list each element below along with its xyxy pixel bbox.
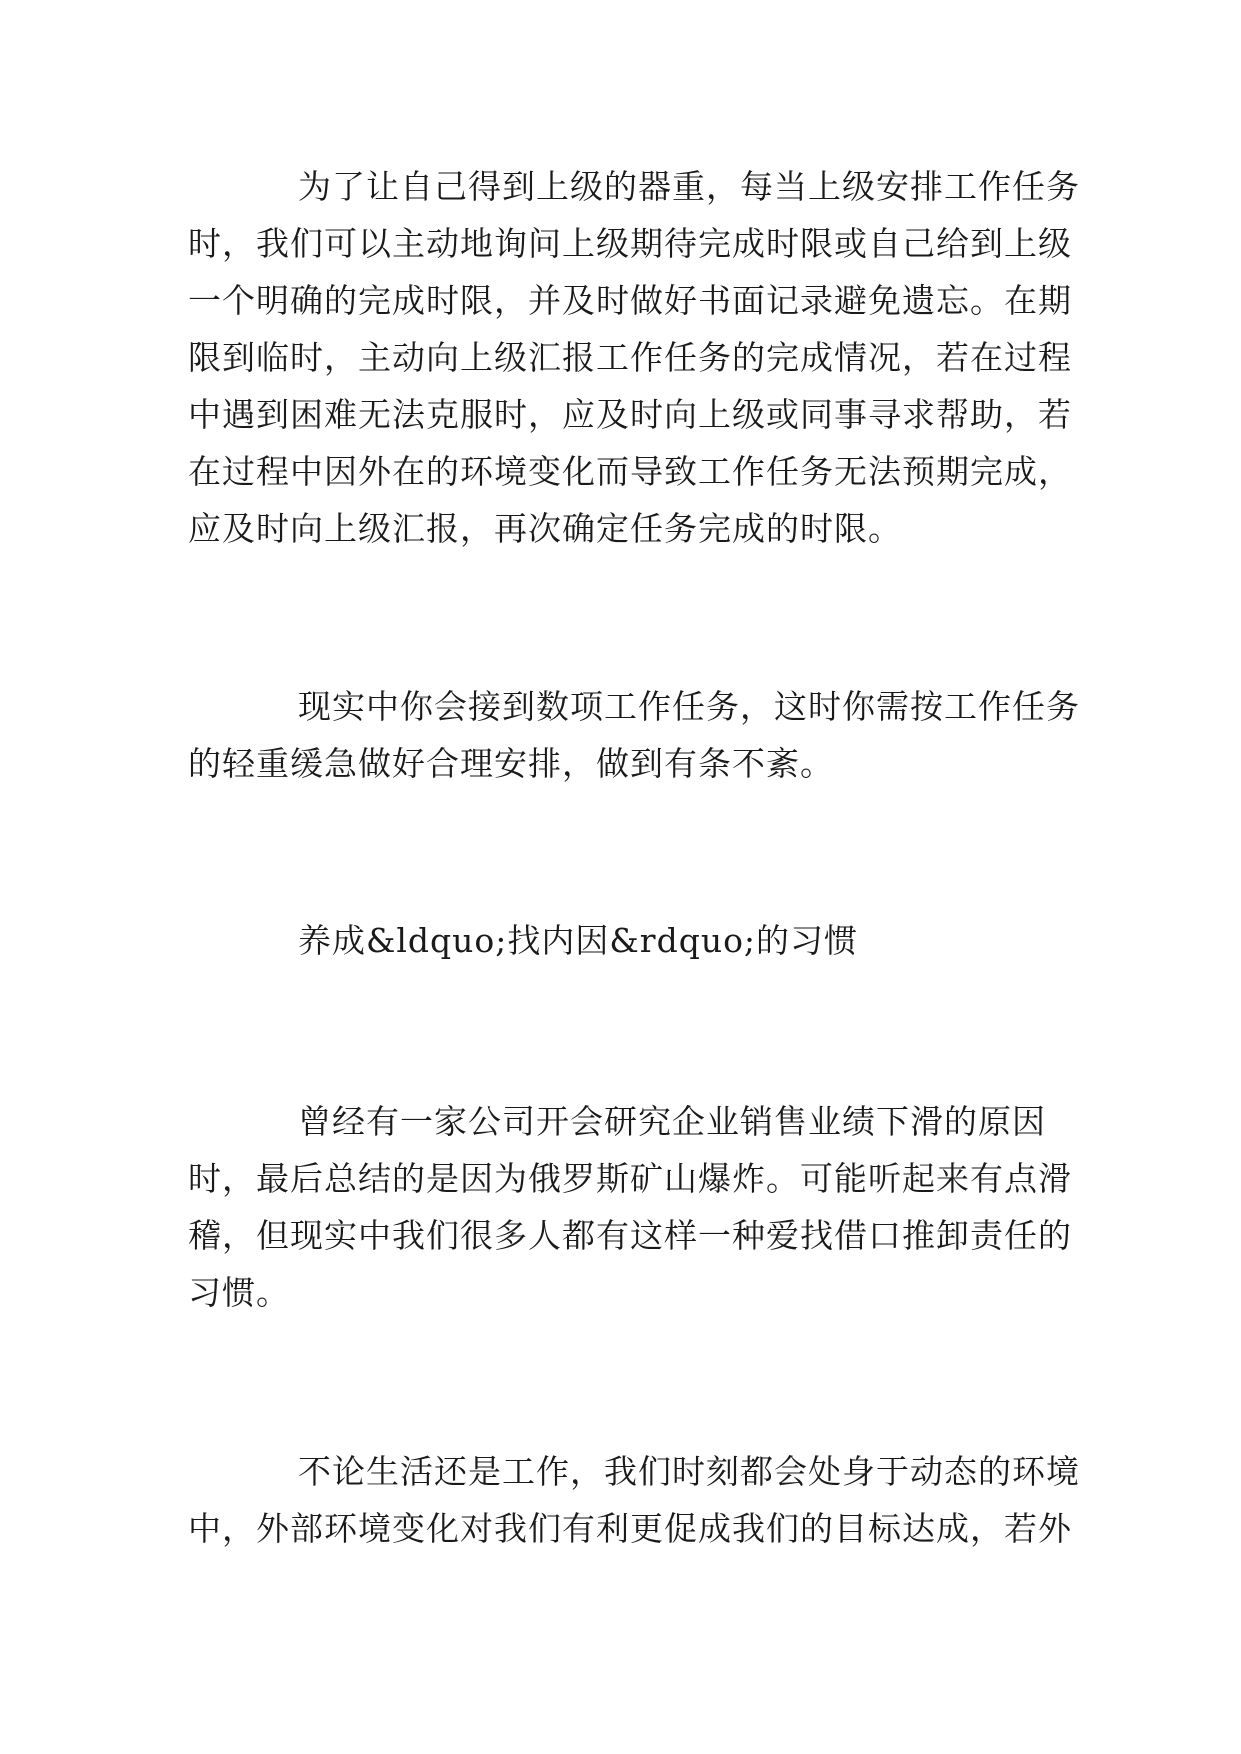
paragraph-dynamic-environment — [188, 1443, 1080, 1557]
paragraph-line: 应及时向上级汇报，再次确定任务完成的时限。 — [188, 509, 902, 548]
paragraph-line: 曾经有一家公司开会研究企业销售业绩下滑的原因 — [298, 1102, 1046, 1141]
paragraph-line: 时，最后总结的是因为俄罗斯矿山爆炸。可能听起来有点滑 — [188, 1159, 1072, 1198]
paragraph-line: 不论生活还是工作，我们时刻都会处身于动态的环境 — [298, 1452, 1080, 1491]
paragraph-line: 一个明确的完成时限，并及时做好书面记录避免遗忘。在期 — [188, 281, 1072, 320]
section-heading — [188, 912, 1048, 969]
paragraph-line: 的轻重缓急做好合理安排，做到有条不紊。 — [188, 744, 834, 783]
paragraph-prioritize-tasks — [188, 678, 1080, 792]
paragraph-report-deadline — [188, 158, 1080, 557]
paragraph-line: 时，我们可以主动地询问上级期待完成时限或自己给到上级 — [188, 224, 1072, 263]
paragraph-line: 习惯。 — [188, 1273, 290, 1312]
paragraph-line: 中，外部环境变化对我们有利更促成我们的目标达成，若外 — [188, 1509, 1072, 1548]
paragraph-line: 限到临时，主动向上级汇报工作任务的完成情况，若在过程 — [188, 338, 1072, 377]
paragraph-line: 现实中你会接到数项工作任务，这时你需按工作任务 — [298, 687, 1080, 726]
paragraph-excuse-example — [188, 1093, 1072, 1321]
paragraph-line: 中遇到困难无法克服时，应及时向上级或同事寻求帮助，若 — [188, 395, 1072, 434]
paragraph-line: 为了让自己得到上级的器重，每当上级安排工作任务 — [298, 167, 1080, 206]
paragraph-line: 在过程中因外在的环境变化而导致工作任务无法预期完成， — [188, 452, 1072, 491]
heading-line: 养成&ldquo;找内因&rdquo;的习惯 — [298, 921, 859, 960]
paragraph-line: 稽，但现实中我们很多人都有这样一种爱找借口推卸责任的 — [188, 1216, 1072, 1255]
